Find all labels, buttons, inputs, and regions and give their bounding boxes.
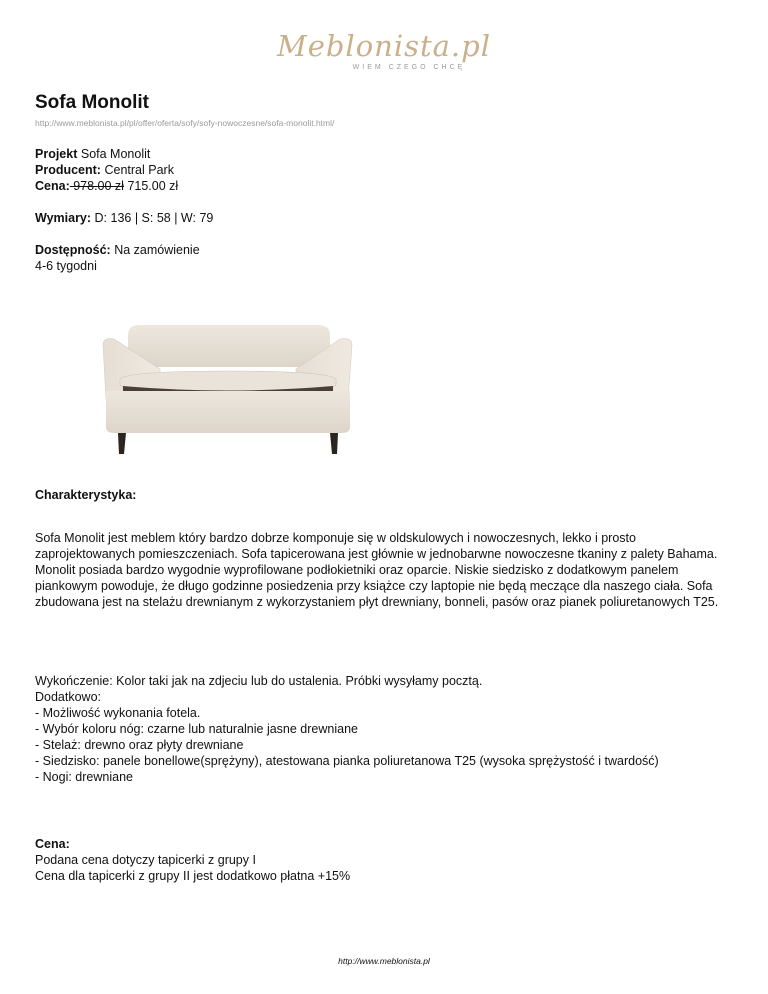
detail-line: - Stelaż: drewno oraz płyty drewniane (35, 738, 244, 752)
delivery-time: 4-6 tygodni (35, 259, 97, 273)
charakterystyka-heading: Charakterystyka: (35, 488, 137, 502)
site-logo[interactable] (0, 30, 768, 71)
new-price: 715.00 zł (127, 179, 179, 193)
price-note-2: Cena dla tapicerki z grupy II jest dodatkowo płatna +15% (35, 869, 351, 883)
producent-value: Central Park (104, 163, 174, 177)
logo-text: Meblonista.pl (277, 29, 491, 63)
producent-label: Producent: (35, 163, 101, 177)
page-title: Sofa Monolit (35, 92, 149, 113)
product-info (35, 146, 178, 194)
price-heading: Cena: (35, 837, 70, 851)
cena-label: Cena: (35, 179, 70, 193)
dostepnosc-label: Dostępność: (35, 243, 111, 257)
wymiary-label: Wymiary: (35, 211, 92, 225)
detail-line: - Nogi: drewniane (35, 770, 133, 784)
price-note-1: Podana cena dotyczy tapicerki z grupy I (35, 853, 256, 867)
dostepnosc-value: Na zamówienie (114, 243, 200, 257)
projekt-label: Projekt (35, 147, 78, 161)
availability (35, 242, 200, 274)
product-image (68, 287, 398, 477)
characteristics-text: Sofa Monolit jest meblem który bardzo dobrze komponuje się w oldskulowych i nowoczesnych, lekko i prosto zaprojektowanych pomieszczeniach. Sofa tapicerowana jest głównie w jednobarwne nowoczesne tkaniny z palety Bahama. Monolit posiada bardzo wygodnie wyprofilowane podłokietniki oraz oparcie. Niskie siedzisko z dodatkowym panelem piankowym powoduje, że długo godzinne posiedzenia przy książce czy laptopie nie będą meczące dla naszego ciała. Sofa zbudowana jest na stelażu drewnianym z wykorzystaniem płyt drewniany, bonneli, pasów oraz pianek poliuretanowych T25. (35, 531, 719, 609)
logo-tagline: WIEM CZEGO CHCĘ (352, 64, 466, 71)
characteristics-heading (35, 487, 735, 503)
sofa-illustration (68, 287, 398, 477)
price-section (35, 836, 735, 884)
details-list (35, 673, 735, 785)
old-price: 978.00 zł (69, 179, 124, 193)
detail-line: - Wybór koloru nóg: czarne lub naturalnie jasne drewniane (35, 722, 358, 736)
detail-line: Wykończenie: Kolor taki jak na zdjeciu lub do ustalenia. Próbki wysyłamy pocztą. (35, 674, 483, 688)
detail-line: Dodatkowo: (35, 690, 102, 704)
dimensions (35, 210, 213, 226)
product-url[interactable]: http://www.meblonista.pl/pl/offer/oferta/sofy/sofy-nowoczesne/sofa-monolit.html/ (35, 118, 335, 128)
projekt-value: Sofa Monolit (80, 147, 151, 161)
wymiary-value: D: 136 | S: 58 | W: 79 (94, 211, 214, 225)
detail-line: - Siedzisko: panele bonellowe(sprężyny), atestowana pianka poliuretanowa T25 (wysoka sprężystość i twardość) (35, 754, 659, 768)
detail-line: - Możliwość wykonania fotela. (35, 706, 201, 720)
footer-url[interactable]: http://www.meblonista.pl (338, 956, 430, 966)
